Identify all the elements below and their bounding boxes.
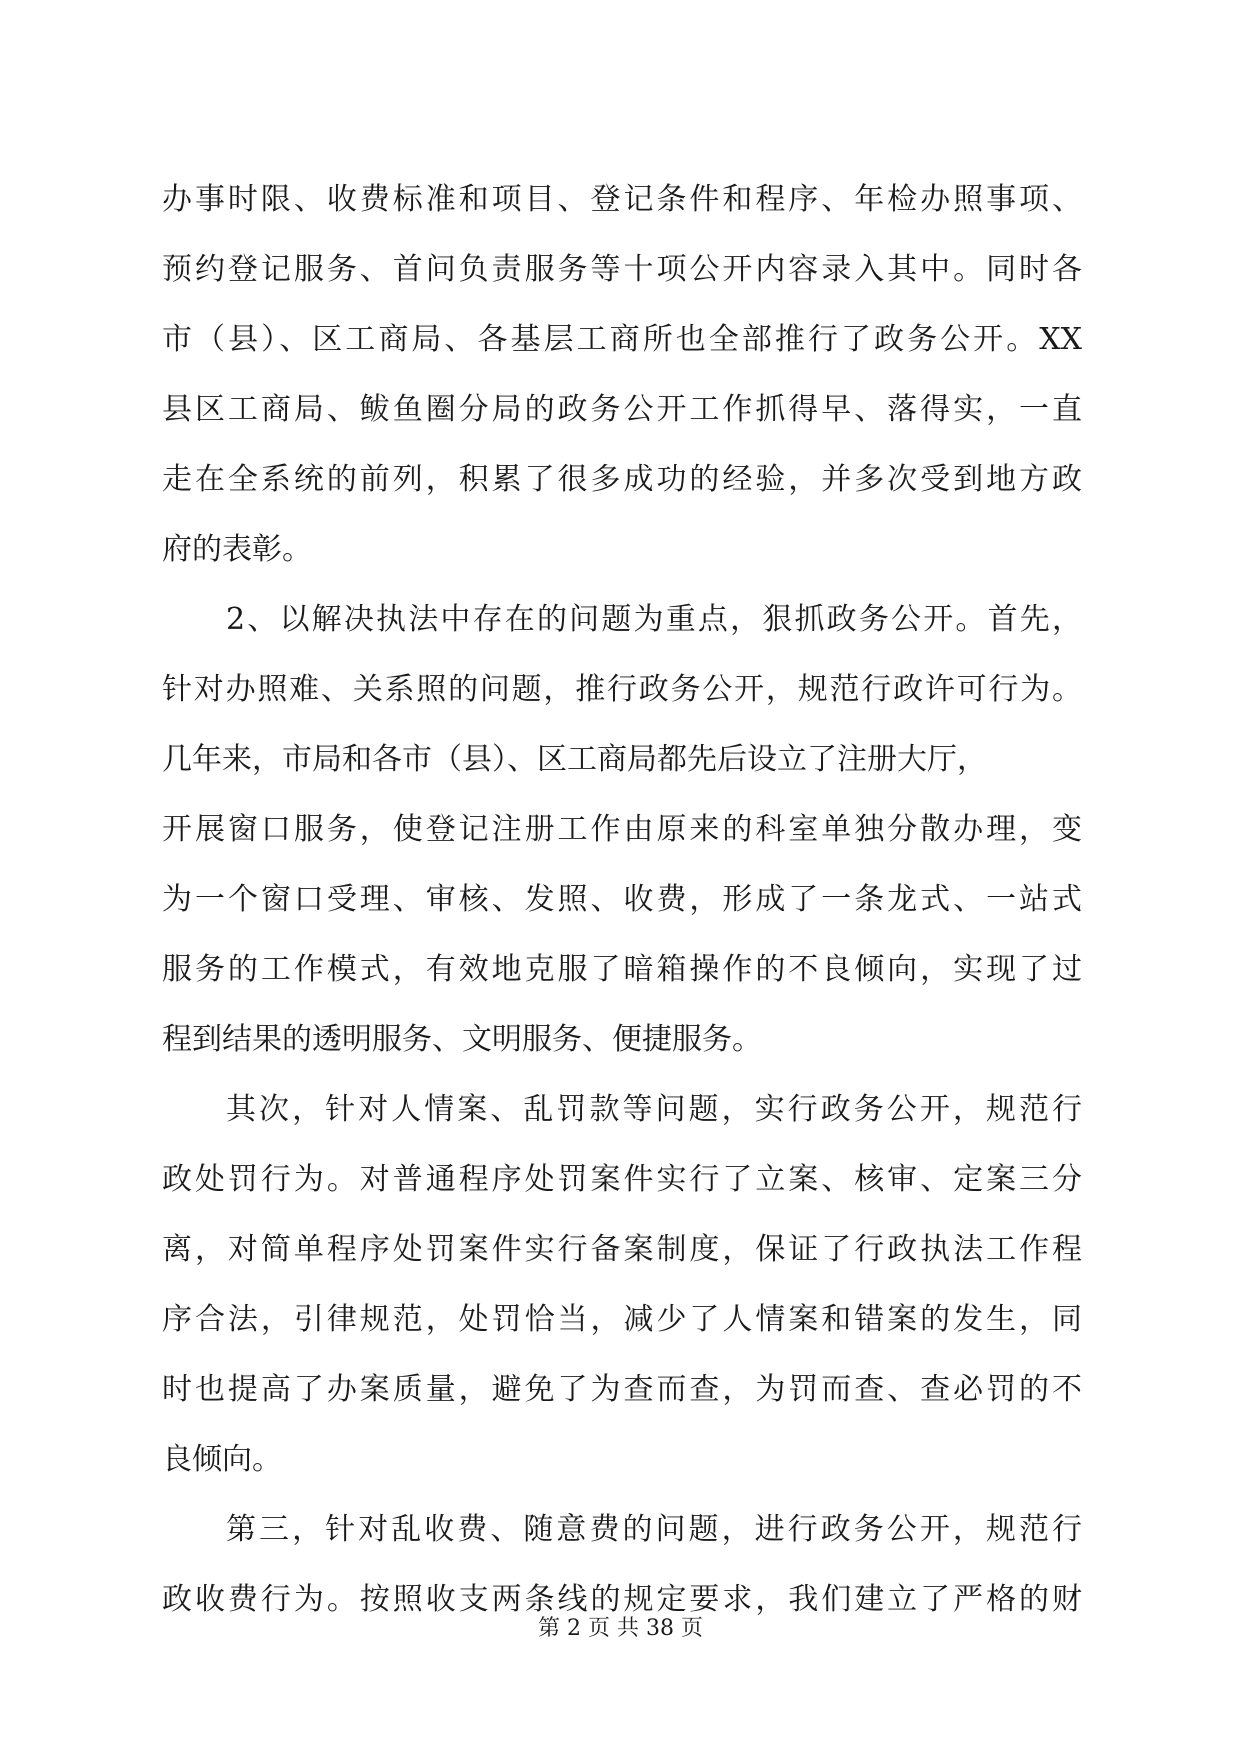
paragraph-line-7: 2、以解决执法中存在的问题为重点，狠抓政务公开。首先，: [226, 602, 1082, 637]
paragraph-line-16: 离，对简单程序处罚案件实行备案制度，保证了行政执法工作程: [162, 1232, 1082, 1267]
paragraph-line-5: 走在全系统的前列，积累了很多成功的经验，并多次受到地方政: [162, 462, 1082, 497]
paragraph-line-11: 为一个窗口受理、审核、发照、收费，形成了一条龙式、一站式: [162, 882, 1082, 917]
paragraph-line-19: 良倾向。: [162, 1442, 282, 1477]
paragraph-line-6: 府的表彰。: [162, 532, 312, 567]
paragraph-line-13: 程到结果的透明服务、文明服务、便捷服务。: [162, 1022, 762, 1057]
paragraph-line-15: 政处罚行为。对普通程序处罚案件实行了立案、核审、定案三分: [162, 1162, 1082, 1197]
paragraph-line-10: 开展窗口服务，使登记注册工作由原来的科室单独分散办理，变: [162, 812, 1082, 847]
paragraph-line-18: 时也提高了办案质量，避免了为查而查，为罚而查、查必罚的不: [162, 1372, 1082, 1407]
paragraph-line-12: 服务的工作模式，有效地克服了暗箱操作的不良倾向，实现了过: [162, 952, 1082, 987]
paragraph-line-9: 几年来，市局和各市（县）、区工商局都先后设立了注册大厅，: [162, 742, 987, 777]
paragraph-line-2: 预约登记服务、首问负责服务等十项公开内容录入其中。同时各: [162, 252, 1082, 287]
paragraph-line-14: 其次，针对人情案、乱罚款等问题，实行政务公开，规范行: [226, 1092, 1082, 1127]
paragraph-line-17: 序合法，引律规范，处罚恰当，减少了人情案和错案的发生，同: [162, 1302, 1082, 1337]
page-number-footer: 第 2 页 共 38 页: [538, 1616, 703, 1641]
paragraph-line-4: 县区工商局、鲅鱼圈分局的政务公开工作抓得早、落得实，一直: [162, 392, 1082, 427]
paragraph-line-20: 第三，针对乱收费、随意费的问题，进行政务公开，规范行: [226, 1512, 1082, 1547]
paragraph-line-3: 市（县）、区工商局、各基层工商所也全部推行了政务公开。XX: [162, 322, 1082, 357]
paragraph-line-21: 政收费行为。按照收支两条线的规定要求，我们建立了严格的财: [162, 1582, 1082, 1617]
paragraph-line-8: 针对办照难、关系照的问题，推行政务公开，规范行政许可行为。: [162, 672, 1082, 707]
paragraph-line-1: 办事时限、收费标准和项目、登记条件和程序、年检办照事项、: [162, 182, 1082, 217]
